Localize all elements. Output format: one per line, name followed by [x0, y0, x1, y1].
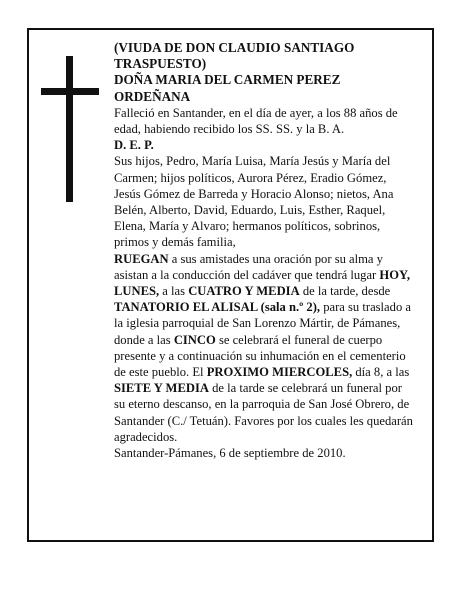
request-text-2: a las	[159, 284, 189, 299]
mass-time: SIETE Y MEDIA	[114, 381, 209, 396]
family-list: Sus hijos, Pedro, María Luisa, María Jesús y María del Carmen; hijos políticos, Aurora Pérez, Eradio Gómez, Jesús Gómez de Barreda y Horacio Alonso; nietos, Ana Belén, Alberto, David, Eduardo, Luis, Esther, Raquel, Elena, María y Alvaro; hermanos políticos, sobrinos, primos y demás familia,	[114, 154, 394, 250]
funeral-home: TANATORIO EL ALISAL (sala n.º 2),	[114, 300, 321, 315]
place-date: Santander-Pámanes, 6 de septiembre de 2010.	[114, 446, 346, 461]
request-text-1: a sus amistades una oración por su alma y asistan a la conducción del cadáver que tendrá lugar	[114, 251, 383, 282]
deceased-name: DOÑA MARIA DEL CARMEN PEREZ ORDEÑANA	[114, 72, 341, 104]
mass-day: PROXIMO MIERCOLES,	[206, 365, 353, 380]
cross-icon	[41, 56, 99, 202]
request-text-7: de la tarde se celebrará un funeral por su eterno descanso, en la parroquia de San José Obrero, de Santander (C./ Tetuán). Favores por los cuales les quedarán agradecidos.	[114, 381, 413, 444]
request-text-6: día 8, a las	[352, 365, 410, 380]
ruegan-label: RUEGAN	[114, 251, 169, 266]
widow-line: (VIUDA DE DON CLAUDIO SANTIAGO TRASPUESTO)	[114, 40, 355, 72]
notice-text	[114, 40, 416, 461]
cross-horizontal-bar	[41, 88, 99, 95]
request-text-5: se celebrará el funeral de cuerpo presente y a continuación su inhumación en el cementerio de este pueblo. El	[114, 332, 406, 380]
request-text-3: de la tarde, desde	[299, 284, 391, 299]
conduction-time: CUATRO Y MEDIA	[188, 284, 300, 299]
request-text-4: para su traslado a la iglesia parroquial de San Lorenzo Mártir, de Pámanes, donde a las	[114, 300, 411, 347]
funeral-time: CINCO	[173, 332, 216, 347]
ceremony-request	[114, 251, 416, 445]
day-label: HOY, LUNES,	[114, 267, 411, 299]
obituary-notice	[27, 28, 434, 542]
dep-line: D. E. P.	[114, 138, 154, 153]
death-statement: Falleció en Santander, en el día de ayer, a los 88 años de edad, habiendo recibido los SS. SS. y la B. A.	[114, 105, 398, 137]
cross-vertical-bar	[66, 56, 73, 202]
